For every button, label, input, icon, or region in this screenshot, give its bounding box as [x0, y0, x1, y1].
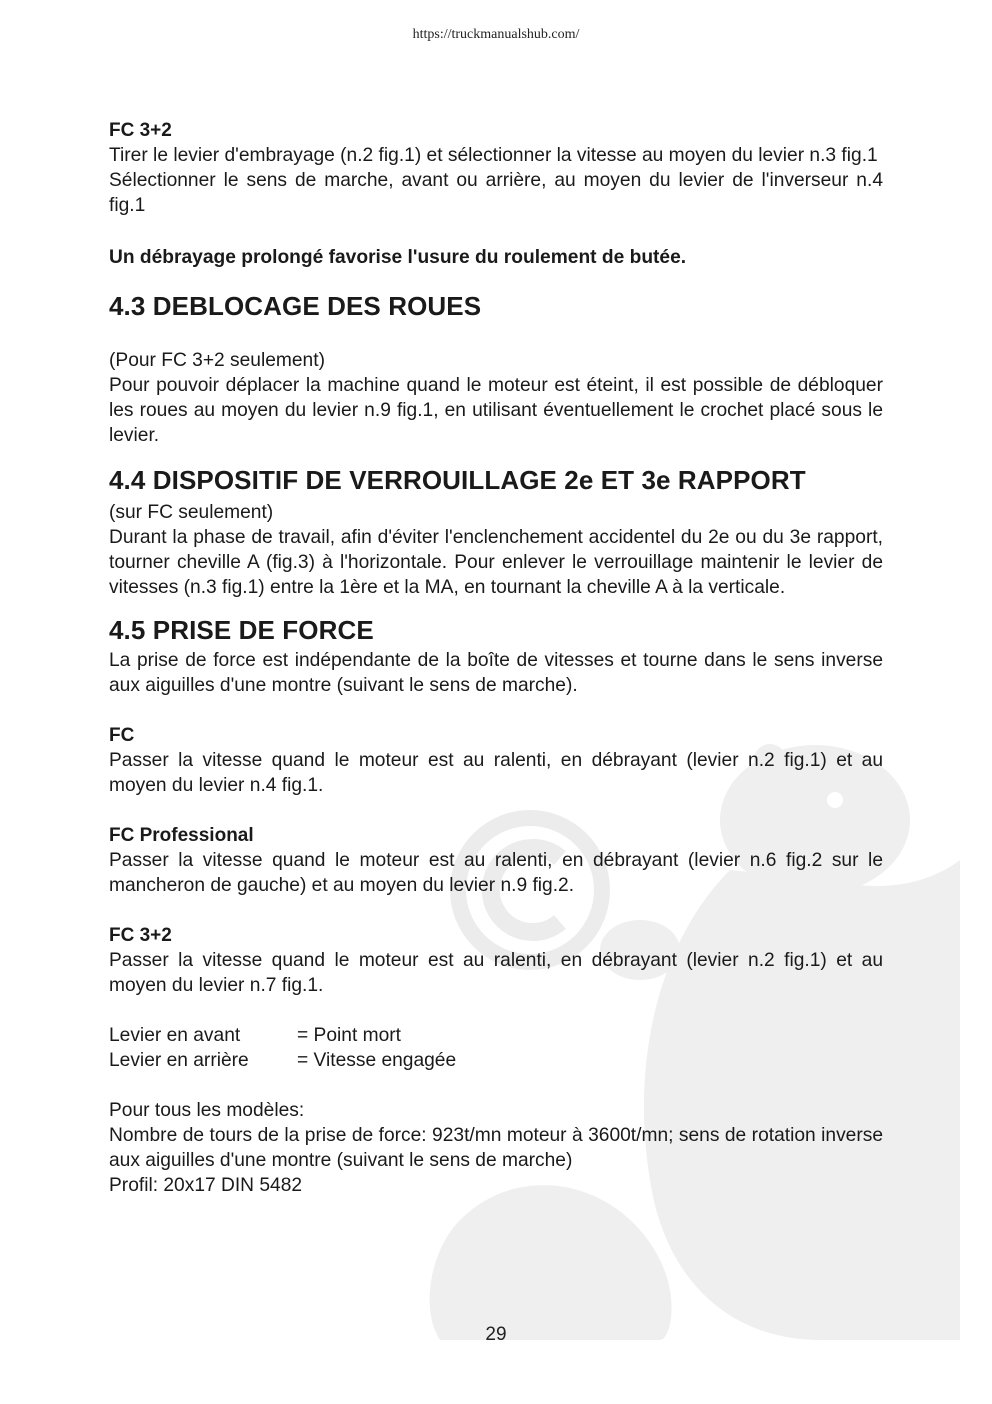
spacer — [109, 600, 883, 614]
spacer — [109, 322, 883, 348]
page-number: 29 — [485, 1324, 507, 1345]
spacer — [109, 1073, 883, 1098]
pto-profile: Profil: 20x17 DIN 5482 — [109, 1175, 303, 1196]
lever-label: Levier en avant — [109, 1025, 241, 1046]
fc32-heading: FC 3+2 — [109, 120, 172, 141]
all-models-heading: Pour tous les modèles: — [109, 1100, 305, 1121]
clutch-warning: Un débrayage prolongé favorise l'usure du roulement de butée. — [109, 247, 687, 268]
lever-row — [109, 1048, 883, 1073]
section-4-5-intro: La prise de force est indépendante de la boîte de vitesses et tourne dans le sens inverse aux aiguilles d'une montre (suivant le sens de marche). — [109, 650, 883, 696]
lever-value: = Vitesse engagée — [297, 1050, 457, 1071]
section-4-3-paragraph: Pour pouvoir déplacer la machine quand le moteur est éteint, il est possible de débloquer les roues au moyen du levier n.9 fig.1, en utilisant éventuellement le crochet placé sous le levier. — [109, 375, 883, 446]
spacer — [109, 998, 883, 1023]
spacer — [109, 698, 883, 723]
section-4-4-title: 4.4 DISPOSITIF DE VERROUILLAGE 2e ET 3e RAPPORT — [109, 465, 806, 495]
spacer — [109, 798, 883, 823]
section-4-5-title: 4.5 PRISE DE FORCE — [109, 615, 374, 645]
section-4-3-note: (Pour FC 3+2 seulement) — [109, 350, 325, 371]
all-models-text: Nombre de tours de la prise de force: 923t/mn moteur à 3600t/mn; sens de rotation inverse aux aiguilles d'une montre (suivant le sens de marche) — [109, 1125, 883, 1171]
fc32-paragraph-2: Sélectionner le sens de marche, avant ou arrière, au moyen du levier de l'inverseur n.4 fig.1 — [109, 170, 883, 216]
spacer — [109, 218, 883, 245]
fc32-paragraph-1: Tirer le levier d'embrayage (n.2 fig.1) et sélectionner la vitesse au moyen du levier n.3 fig.1 — [109, 145, 878, 166]
header-url[interactable]: https://truckmanualshub.com/ — [412, 27, 580, 42]
fc-professional-text: Passer la vitesse quand le moteur est au ralenti, en débrayant (levier n.6 fig.2 sur le mancheron de gauche) et au moyen du levier n.9 fig.2. — [109, 850, 883, 896]
spacer — [109, 270, 883, 290]
spacer — [109, 448, 883, 464]
fc-text: Passer la vitesse quand le moteur est au ralenti, en débrayant (levier n.2 fig.1) et au moyen du levier n.4 fig.1. — [109, 750, 883, 796]
section-4-4-note: (sur FC seulement) — [109, 502, 274, 523]
lever-row — [109, 1023, 883, 1048]
fc32-pto-heading: FC 3+2 — [109, 925, 172, 946]
fc-professional-heading: FC Professional — [109, 825, 254, 846]
fc-heading: FC — [109, 725, 135, 746]
page-content — [109, 118, 883, 1198]
spacer — [109, 898, 883, 923]
fc32-pto-text: Passer la vitesse quand le moteur est au ralenti, en débrayant (levier n.2 fig.1) et au moyen du levier n.7 fig.1. — [109, 950, 883, 996]
section-4-3-title: 4.3 DEBLOCAGE DES ROUES — [109, 291, 482, 321]
section-4-4-paragraph: Durant la phase de travail, afin d'éviter l'enclenchement accidentel du 2e ou du 3e rapport, tourner cheville A (fig.3) à l'horizontale. Pour enlever le verrouillage maintenir le levier de vitesses (n.3 fig.1) entre la 1ère et la MA, en tournant la cheville A à la verticale. — [109, 527, 883, 598]
lever-value: = Point mort — [297, 1025, 401, 1046]
lever-label: Levier en arrière — [109, 1050, 249, 1071]
